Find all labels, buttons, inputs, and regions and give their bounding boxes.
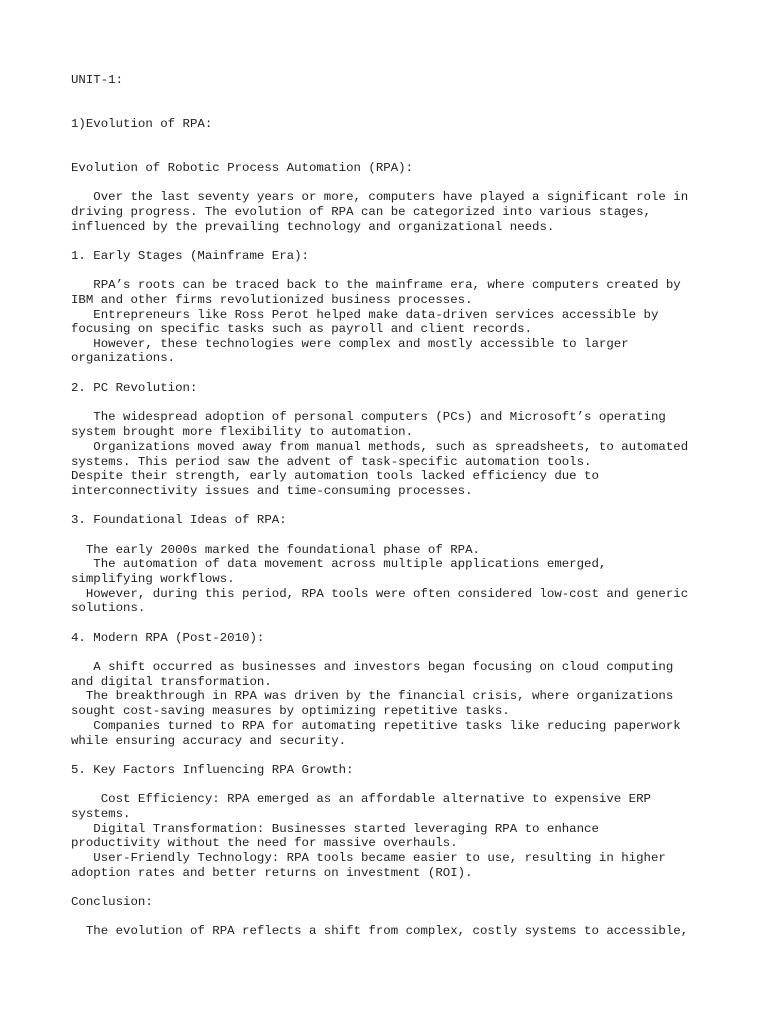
section-heading: Conclusion: xyxy=(71,895,153,909)
section-line: The evolution of RPA reflects a shift from complex, costly systems to accessible, xyxy=(71,924,689,938)
section-heading: 1. Early Stages (Mainframe Era): xyxy=(71,249,309,263)
section-line: The early 2000s marked the foundational phase of RPA. xyxy=(71,543,480,557)
section-line: The widespread adoption of personal computers (PCs) and Microsoft’s operating xyxy=(71,410,666,424)
section-line: focusing on specific tasks such as payroll and client records. xyxy=(71,322,533,336)
section-line: adoption rates and better returns on investment (ROI). xyxy=(71,866,473,880)
section-line: Organizations moved away from manual methods, such as spreadsheets, to automated xyxy=(71,440,689,454)
section-heading: 5. Key Factors Influencing RPA Growth: xyxy=(71,763,354,777)
intro-line: Over the last seventy years or more, computers have played a significant role in xyxy=(71,190,689,204)
section-line: while ensuring accuracy and security. xyxy=(71,734,347,748)
section-line: organizations. xyxy=(71,351,176,365)
section-line: Digital Transformation: Businesses started leveraging RPA to enhance xyxy=(71,822,599,836)
section-line: RPA’s roots can be traced back to the mainframe era, where computers created by xyxy=(71,278,681,292)
section-line: systems. This period saw the advent of task-specific automation tools. xyxy=(71,455,592,469)
document-title: Evolution of Robotic Process Automation (RPA): xyxy=(71,161,414,175)
section-line: simplifying workflows. xyxy=(71,572,235,586)
section-line: User-Friendly Technology: RPA tools became easier to use, resulting in higher xyxy=(71,851,666,865)
section-line: Despite their strength, early automation tools lacked efficiency due to xyxy=(71,469,599,483)
section-line: and digital transformation. xyxy=(71,675,272,689)
question-heading: 1)Evolution of RPA: xyxy=(71,117,213,131)
section-line: The automation of data movement across multiple applications emerged, xyxy=(71,557,607,571)
section-line: Companies turned to RPA for automating repetitive tasks like reducing paperwork xyxy=(71,719,681,733)
intro-line: driving progress. The evolution of RPA can be categorized into various stages, xyxy=(71,205,651,219)
section-line: systems. xyxy=(71,807,131,821)
section-heading: 4. Modern RPA (Post-2010): xyxy=(71,631,265,645)
section-line: Cost Efficiency: RPA emerged as an affordable alternative to expensive ERP xyxy=(71,792,651,806)
section-heading: 3. Foundational Ideas of RPA: xyxy=(71,513,287,527)
section-line: A shift occurred as businesses and investors began focusing on cloud computing xyxy=(71,660,674,674)
section-line: solutions. xyxy=(71,601,146,615)
section-line: sought cost-saving measures by optimizing repetitive tasks. xyxy=(71,704,510,718)
section-heading: 2. PC Revolution: xyxy=(71,381,198,395)
intro-line: influenced by the prevailing technology and organizational needs. xyxy=(71,220,555,234)
section-line: IBM and other firms revolutionized business processes. xyxy=(71,293,473,307)
section-line: Entrepreneurs like Ross Perot helped make data-driven services accessible by xyxy=(71,308,659,322)
unit-heading: UNIT-1: xyxy=(71,73,124,87)
section-line: However, during this period, RPA tools were often considered low-cost and generic xyxy=(71,587,689,601)
section-line: interconnectivity issues and time-consuming processes. xyxy=(71,484,473,498)
section-line: However, these technologies were complex and mostly accessible to larger xyxy=(71,337,629,351)
section-line: The breakthrough in RPA was driven by the financial crisis, where organizations xyxy=(71,689,674,703)
section-line: system brought more flexibility to automation. xyxy=(71,425,414,439)
section-line: productivity without the need for massive overhauls. xyxy=(71,836,458,850)
